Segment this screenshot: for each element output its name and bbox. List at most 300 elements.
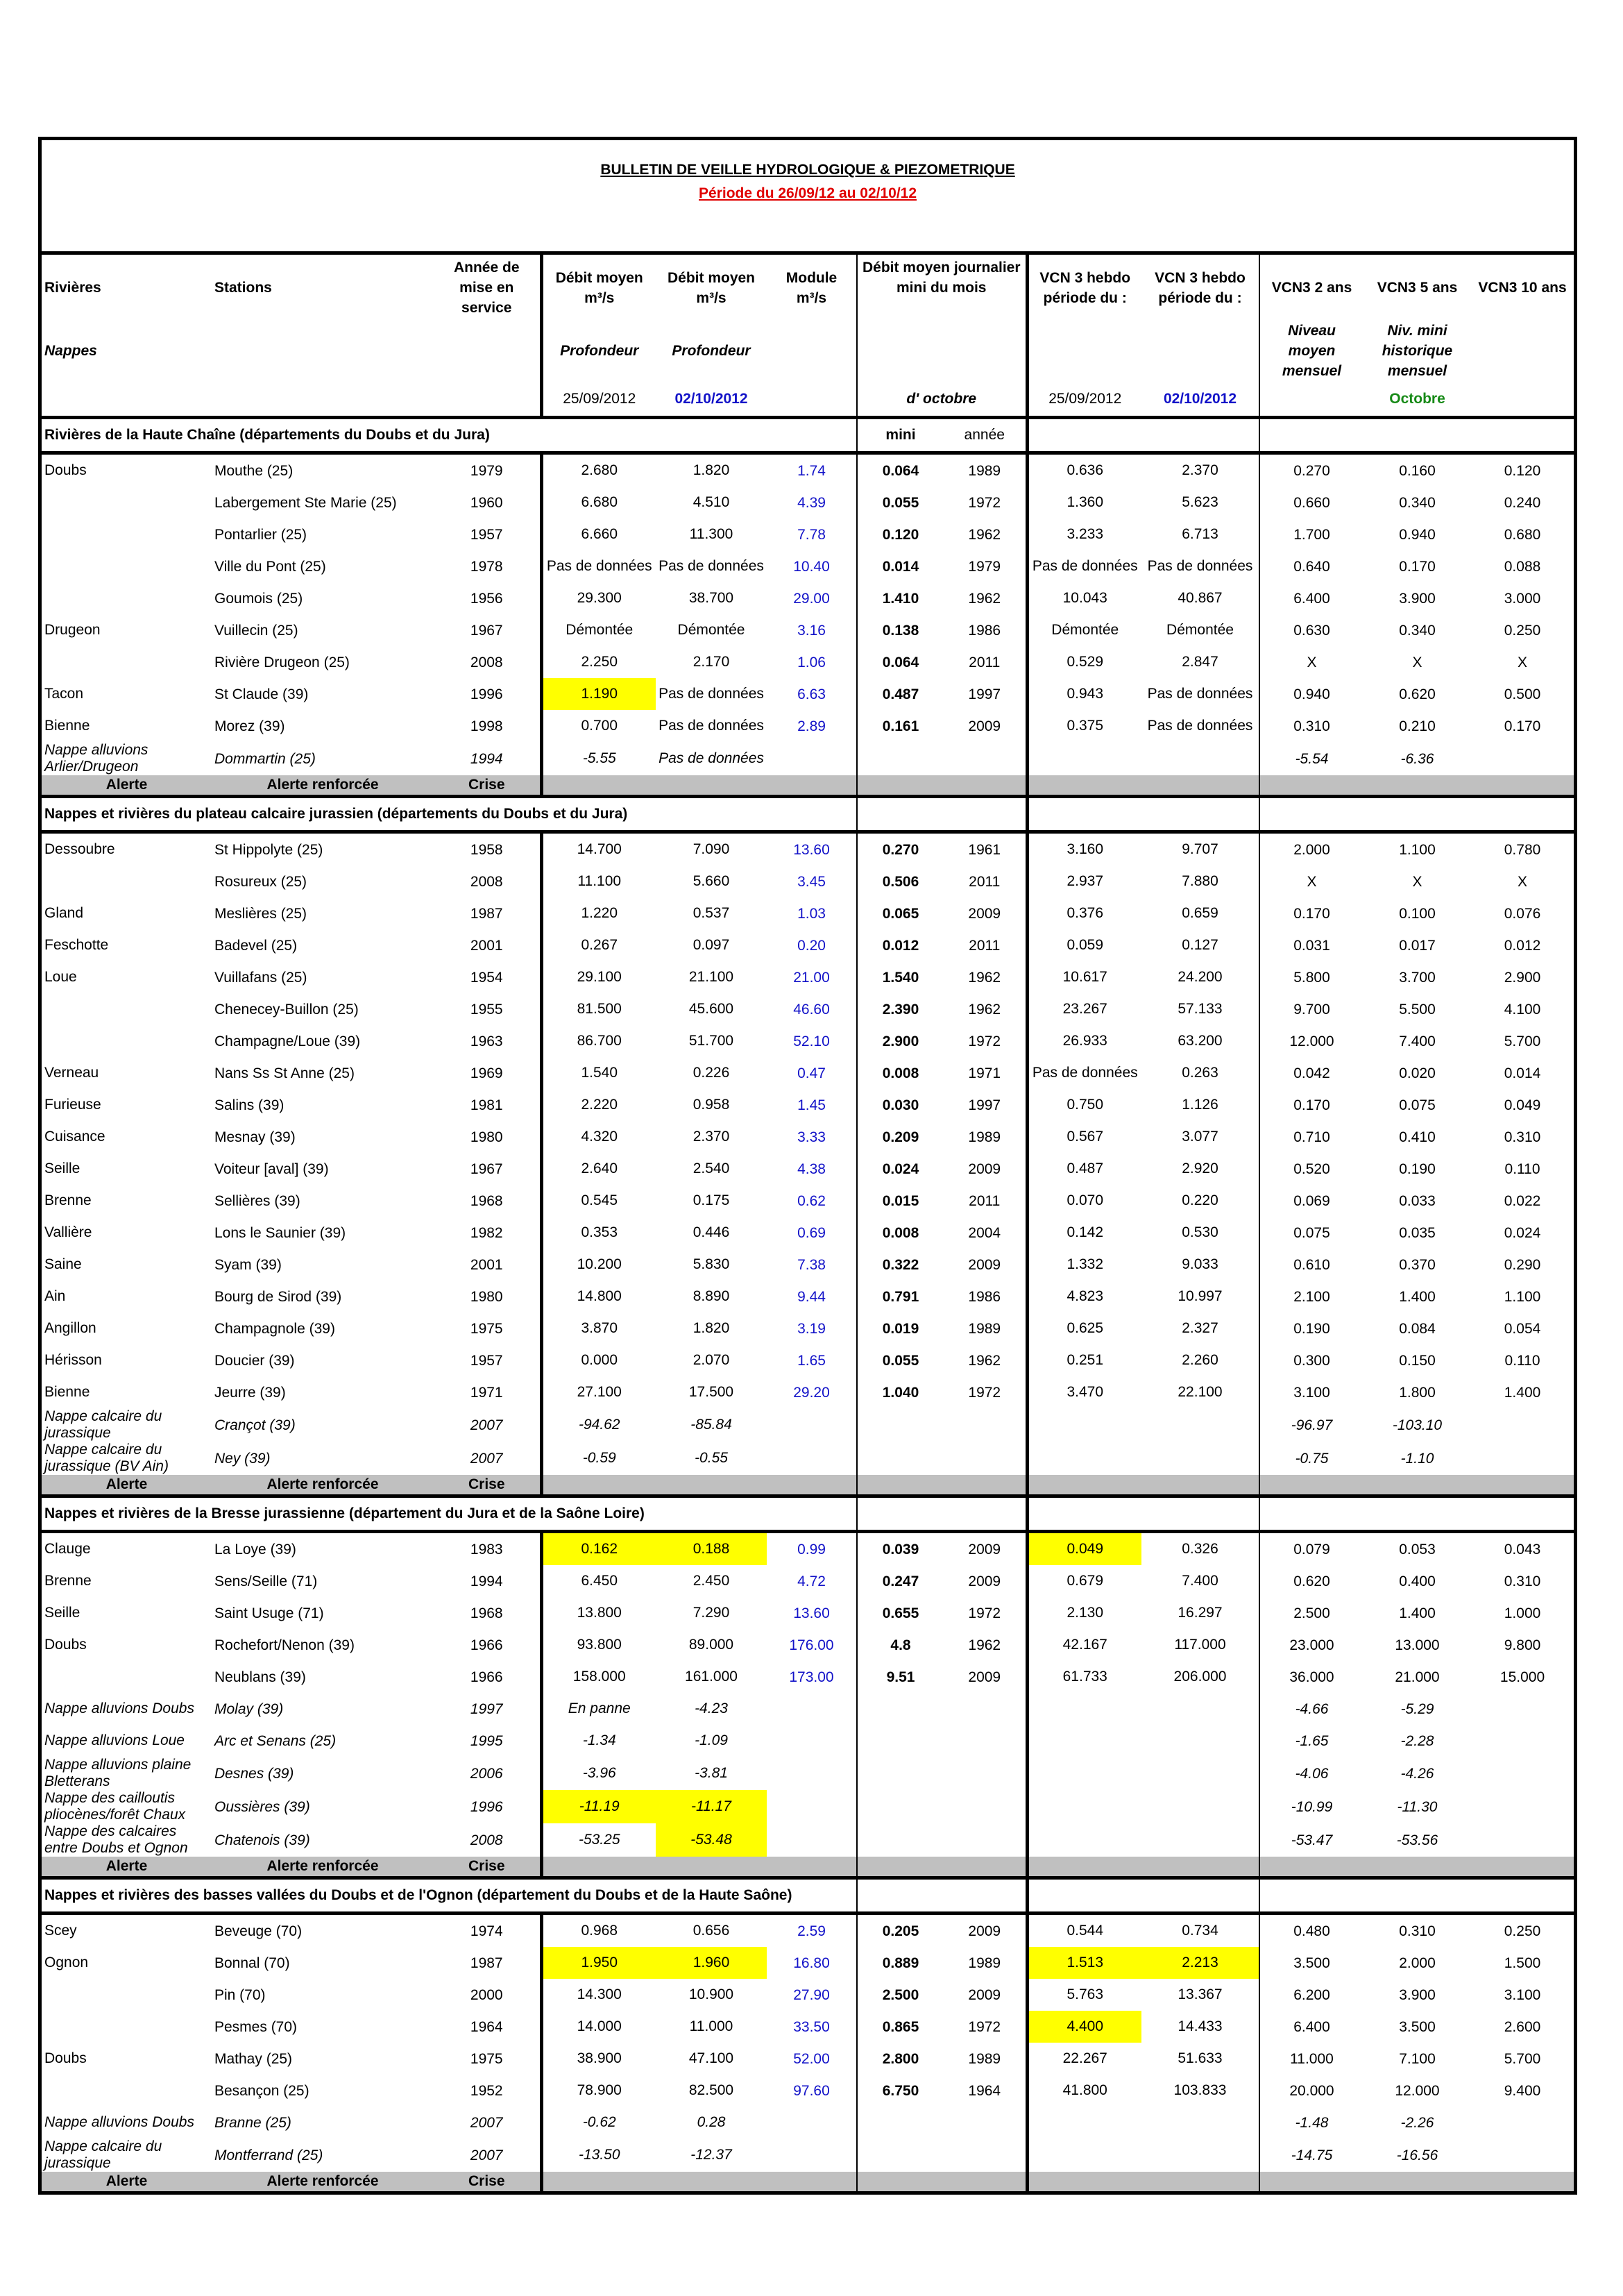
vcn3-2ans: 6.400: [1259, 582, 1363, 614]
module-value: 52.00: [793, 2050, 830, 2067]
mini-value: 2.500: [857, 1979, 944, 2011]
mini-year: 2009: [968, 1256, 1001, 1273]
vcn-hebdo-02-10: 1.126: [1182, 1097, 1218, 1113]
mini-value: [857, 2138, 944, 2172]
col-rivieres: Rivières: [44, 280, 101, 296]
vcn-hebdo-25-09: 5.763: [1027, 1979, 1141, 2011]
vcn3-2ans: 6.400: [1259, 2011, 1363, 2043]
vcn3-5ans: 0.017: [1399, 937, 1436, 954]
vcn3-5ans: X: [1412, 873, 1422, 890]
vcn3-5ans: 3.900: [1399, 1986, 1436, 2003]
vcn-hebdo-02-10: 2.260: [1182, 1352, 1218, 1368]
river-name: Seille: [44, 1160, 80, 1176]
service-year: 1975: [470, 1320, 503, 1337]
vcn3-2ans: 0.170: [1259, 1089, 1363, 1121]
vcn-hebdo-02-10: Pas de données: [1147, 686, 1253, 702]
vcn3-2ans: -53.47: [1259, 1823, 1363, 1857]
debit-25-09: Démontée: [541, 614, 656, 646]
section-title: Nappes et rivières du plateau calcaire jurassien (départements du Doubs et du Jura): [42, 797, 857, 832]
vcn3-10ans: [1471, 1408, 1574, 1442]
vcn3-10ans: X: [1518, 873, 1528, 890]
table-row: [42, 993, 1574, 1025]
station-name: Chatenois (39): [214, 1832, 310, 1848]
station-name: Champagne/Loue (39): [214, 1033, 361, 1049]
service-year: 1957: [470, 526, 503, 543]
module-value: 29.20: [793, 1384, 830, 1401]
vcn3-2ans: -96.97: [1259, 1408, 1363, 1442]
debit-25-09: 0.700: [541, 710, 656, 742]
vcn3-5ans: 0.190: [1399, 1160, 1436, 1177]
vcn-date-02-10: 02/10/2012: [1163, 390, 1237, 407]
module-value: 0.69: [797, 1224, 826, 1241]
section-header: [42, 1496, 1574, 1532]
module-value: 0.99: [797, 1541, 826, 1558]
debit-02-10: 1.820: [692, 462, 730, 478]
mini-value: [857, 1442, 944, 1475]
module-value: [767, 1725, 857, 1757]
mini-year: 2009: [968, 1669, 1001, 1685]
debit-02-10: -53.48: [656, 1823, 767, 1857]
debit-02-10: 0.537: [692, 905, 730, 921]
vcn3-5ans: -53.56: [1396, 1832, 1438, 1848]
vcn-hebdo-02-10: 7.880: [1182, 873, 1218, 889]
service-year: 1980: [470, 1288, 503, 1305]
vcn-hebdo-02-10: 9.707: [1182, 841, 1218, 857]
table-row: [42, 1914, 1574, 1948]
module-value: [767, 2107, 857, 2138]
vcn-hebdo-25-09: 2.937: [1027, 866, 1141, 897]
vcn3-2ans: 0.940: [1259, 678, 1363, 710]
mini-value: 0.487: [857, 678, 944, 710]
bulletin-title: BULLETIN DE VEILLE HYDROLOGIQUE & PIEZOMETRIQUE: [600, 162, 1015, 178]
vcn-hebdo-02-10: Pas de données: [1147, 558, 1253, 574]
station-name: Voiteur [aval] (39): [214, 1160, 329, 1177]
vcn3-5ans: 2.000: [1399, 1955, 1436, 1971]
vcn-hebdo-25-09: 1.513: [1027, 1947, 1141, 1979]
vcn3-10ans: 0.014: [1504, 1065, 1541, 1081]
col-vcn-hebdo2: VCN 3 hebdo période du :: [1155, 269, 1246, 306]
mini-year: 2011: [969, 937, 1001, 954]
debit-02-10: 0.226: [692, 1065, 730, 1081]
mini-year: 2011: [969, 1192, 1001, 1209]
station-name: Doucier (39): [214, 1352, 295, 1369]
river-name: [42, 866, 212, 897]
station-name: Bonnal (70): [214, 1955, 290, 1971]
vcn-hebdo-02-10: 51.633: [1178, 2050, 1223, 2066]
debit-02-10: 0.958: [692, 1097, 730, 1113]
vcn3-10ans: 0.310: [1504, 1129, 1541, 1145]
river-name: Loue: [44, 969, 77, 985]
mini-value: 4.8: [857, 1629, 944, 1661]
debit-02-10: -3.81: [695, 1765, 728, 1781]
mini-value: 1.410: [857, 582, 944, 614]
service-year: 1996: [470, 1798, 503, 1815]
vcn-hebdo-02-10: 40.867: [1178, 590, 1223, 606]
vcn3-2ans: 12.000: [1259, 1025, 1363, 1057]
vcn-hebdo-02-10: 206.000: [1173, 1669, 1227, 1685]
mini-value: [857, 1823, 944, 1857]
vcn3-2ans: 0.075: [1259, 1217, 1363, 1249]
table-row: [42, 1217, 1574, 1249]
debit-25-09: 0.000: [541, 1344, 656, 1376]
debit-02-10: 7.090: [692, 841, 730, 857]
service-year: 2007: [470, 2147, 503, 2163]
vcn3-2ans: 20.000: [1259, 2075, 1363, 2107]
vcn3-10ans: [1471, 1823, 1574, 1857]
mini-year: 1989: [968, 1129, 1001, 1145]
vcn3-2ans: 23.000: [1259, 1629, 1363, 1661]
table-row: [42, 678, 1574, 710]
debit-02-10: 45.600: [688, 1001, 734, 1017]
river-name: Seille: [44, 1605, 80, 1621]
service-year: 1995: [470, 1732, 503, 1749]
debit-02-10: Démontée: [677, 622, 745, 638]
station-name: Lons le Saunier (39): [214, 1224, 346, 1241]
mini-year: 1997: [968, 1097, 1001, 1113]
month-label: Octobre: [1389, 390, 1445, 407]
vcn-hebdo-25-09: 10.043: [1027, 582, 1141, 614]
vcn3-2ans: 0.480: [1259, 1914, 1363, 1948]
mini-value: [857, 1408, 944, 1442]
river-name: Nappe alluvions Loue: [44, 1732, 185, 1748]
vcn-hebdo-02-10: 63.200: [1178, 1033, 1223, 1049]
debit-25-09: -53.25: [541, 1823, 656, 1857]
vcn3-5ans: 0.020: [1399, 1065, 1436, 1081]
debit-25-09: 93.800: [541, 1629, 656, 1661]
table-row: [42, 550, 1574, 582]
table-row: [42, 1442, 1574, 1475]
station-name: Sens/Seille (71): [214, 1573, 318, 1589]
station-name: Oussières (39): [214, 1798, 310, 1815]
table-row: [42, 1344, 1574, 1376]
vcn3-5ans: 7.400: [1399, 1033, 1436, 1049]
vcn3-5ans: 0.940: [1399, 526, 1436, 543]
table-row: [42, 1597, 1574, 1629]
mini-value: 0.015: [857, 1185, 944, 1217]
river-name: Nappe calcaire du jurassique: [44, 2138, 162, 2171]
vcn-hebdo-02-10: [1141, 742, 1259, 775]
mini-value: 9.51: [857, 1661, 944, 1693]
debit-02-10: -4.23: [695, 1700, 728, 1716]
mini-value: 0.270: [857, 832, 944, 866]
river-name: Saine: [44, 1256, 82, 1272]
vcn3-5ans: -2.28: [1400, 1732, 1434, 1749]
section-title: Nappes et rivières de la Bresse jurassienne (département du Jura et de la Saône Loire): [42, 1496, 857, 1532]
module-value: [767, 1442, 857, 1475]
debit-02-10: 0.097: [692, 937, 730, 953]
vcn3-10ans: 1.500: [1504, 1955, 1541, 1971]
mini-value: 0.055: [857, 1344, 944, 1376]
table-row: [42, 1629, 1574, 1661]
table-row: [42, 1376, 1574, 1408]
vcn3-10ans: 9.400: [1504, 2082, 1541, 2099]
debit-25-09: 0.162: [541, 1532, 656, 1566]
mini-value: 0.322: [857, 1249, 944, 1281]
vcn-hebdo-25-09: 26.933: [1027, 1025, 1141, 1057]
debit-25-09: 2.640: [541, 1153, 656, 1185]
station-name: Dommartin (25): [214, 750, 316, 767]
station-name: Rivière Drugeon (25): [214, 654, 350, 670]
mini-value: 0.865: [857, 2011, 944, 2043]
vcn-hebdo-25-09: 3.470: [1027, 1376, 1141, 1408]
vcn3-10ans: 0.680: [1504, 526, 1541, 543]
debit-02-10: -12.37: [690, 2147, 732, 2163]
river-name: Ain: [44, 1288, 66, 1304]
vcn-hebdo-25-09: 3.233: [1027, 518, 1141, 550]
river-name: Nappe calcaire du jurassique: [44, 1408, 162, 1441]
debit-02-10: 0.656: [692, 1923, 730, 1939]
vcn-hebdo-25-09: 0.529: [1027, 646, 1141, 678]
col-debit1: Débit moyen m³/s: [541, 253, 656, 321]
service-year: 1982: [470, 1224, 503, 1241]
legend-alerte-renforcee: Alerte renforcée: [212, 2172, 434, 2191]
vcn3-10ans: 3.100: [1504, 1986, 1541, 2003]
col-niveau-moyen: Niveau moyen mensuel: [1259, 321, 1363, 381]
mini-year: [944, 2107, 1027, 2138]
table-row: [42, 1693, 1574, 1725]
river-name: Hérisson: [44, 1352, 102, 1368]
vcn-hebdo-02-10: 0.659: [1182, 905, 1218, 921]
module-value: 6.63: [797, 686, 826, 702]
section-header: [42, 418, 1574, 453]
vcn3-10ans: 2.900: [1504, 969, 1541, 986]
debit-25-09: -1.34: [541, 1725, 656, 1757]
mini-value: [857, 1693, 944, 1725]
station-name: Goumois (25): [214, 590, 303, 607]
mini-year: 1961: [968, 841, 1001, 858]
river-name: Gland: [44, 905, 84, 921]
river-name: Doubs: [44, 2050, 87, 2066]
vcn3-5ans: -4.26: [1400, 1765, 1434, 1782]
station-name: Desnes (39): [214, 1765, 294, 1782]
debit-02-10: -0.55: [695, 1450, 728, 1466]
vcn-hebdo-02-10: [1141, 1725, 1259, 1757]
station-name: Besançon (25): [214, 2082, 309, 2099]
table-row: [42, 866, 1574, 897]
debit-02-10: 82.500: [688, 2082, 734, 2098]
mini-value: [857, 742, 944, 775]
vcn-hebdo-25-09: 23.267: [1027, 993, 1141, 1025]
vcn3-5ans: 0.410: [1399, 1129, 1436, 1145]
vcn3-10ans: 0.250: [1504, 1923, 1541, 1939]
mini-value: 0.065: [857, 897, 944, 929]
vcn3-10ans: 0.780: [1504, 841, 1541, 858]
mini-value: [857, 1757, 944, 1790]
table-row: [42, 1185, 1574, 1217]
vcn3-10ans: 0.500: [1504, 686, 1541, 702]
vcn-hebdo-02-10: 103.833: [1173, 2082, 1227, 2098]
col-niv-mini: Niv. mini historique mensuel: [1382, 323, 1453, 379]
vcn-hebdo-02-10: [1141, 1693, 1259, 1725]
vcn-hebdo-25-09: 0.142: [1027, 1217, 1141, 1249]
vcn3-2ans: 0.300: [1259, 1344, 1363, 1376]
river-name: Nappe des cailloutis pliocènes/forêt Chaux: [44, 1790, 186, 1823]
vcn-hebdo-25-09: [1027, 1725, 1141, 1757]
debit-25-09: 0.968: [541, 1914, 656, 1948]
vcn3-10ans: [1471, 2138, 1574, 2172]
mini-value: 0.120: [857, 518, 944, 550]
vcn-hebdo-25-09: 0.049: [1027, 1532, 1141, 1566]
vcn-hebdo-02-10: 2.327: [1182, 1320, 1218, 1336]
river-name: Brenne: [44, 1192, 92, 1208]
station-name: Bourg de Sirod (39): [214, 1288, 342, 1305]
vcn-hebdo-25-09: 4.400: [1027, 2011, 1141, 2043]
vcn-hebdo-02-10: 2.213: [1141, 1947, 1259, 1979]
mini-year: [944, 1693, 1027, 1725]
river-name: Nappe calcaire du jurassique (BV Ain): [44, 1442, 169, 1474]
module-value: 1.03: [797, 905, 826, 922]
vcn3-5ans: 0.340: [1399, 622, 1436, 639]
vcn-hebdo-25-09: 42.167: [1027, 1629, 1141, 1661]
station-name: Champagnole (39): [214, 1320, 335, 1337]
table-row: [42, 929, 1574, 961]
mini-year: 1972: [968, 2018, 1001, 2035]
station-name: Rochefort/Nenon (39): [214, 1637, 355, 1653]
vcn3-2ans: -10.99: [1259, 1790, 1363, 1823]
mini-year: [944, 1790, 1027, 1823]
service-year: 1967: [470, 1160, 503, 1177]
debit-25-09: -0.59: [541, 1442, 656, 1475]
module-value: [767, 742, 857, 775]
vcn3-2ans: 2.500: [1259, 1597, 1363, 1629]
vcn3-5ans: 0.310: [1399, 1923, 1436, 1939]
vcn3-5ans: 1.400: [1399, 1605, 1436, 1621]
table-row: [42, 2075, 1574, 2107]
col-nappes: Nappes: [44, 343, 97, 359]
d-octobre: d' octobre: [857, 381, 1027, 418]
river-name: Cuisance: [44, 1129, 105, 1145]
module-value: 13.60: [793, 841, 830, 858]
table-row: [42, 518, 1574, 550]
vcn3-5ans: -11.30: [1397, 1798, 1438, 1815]
debit-25-09: 3.870: [541, 1312, 656, 1344]
vcn-hebdo-25-09: 0.251: [1027, 1344, 1141, 1376]
mini-year: 1962: [968, 590, 1001, 607]
vcn3-2ans: 3.100: [1259, 1376, 1363, 1408]
debit-02-10: 4.510: [692, 494, 730, 510]
service-year: 1952: [470, 2082, 503, 2099]
service-year: 2007: [470, 2114, 503, 2131]
debit-25-09: 6.660: [541, 518, 656, 550]
table-row: [42, 832, 1574, 866]
module-value: 1.65: [797, 1352, 826, 1369]
river-name: Bienne: [44, 1384, 90, 1400]
debit-25-09: 0.353: [541, 1217, 656, 1249]
legend-alerte-renforcee: Alerte renforcée: [212, 1475, 434, 1496]
header-row-2: [42, 321, 1574, 381]
vcn3-2ans: 0.042: [1259, 1057, 1363, 1089]
river-name: Ognon: [44, 1955, 89, 1970]
service-year: 1960: [470, 494, 503, 511]
vcn3-2ans: 0.079: [1259, 1532, 1363, 1566]
vcn3-10ans: 1.000: [1504, 1605, 1541, 1621]
module-value: 176.00: [789, 1637, 834, 1653]
debit-02-10: 2.540: [692, 1160, 730, 1176]
vcn3-10ans: 0.024: [1504, 1224, 1541, 1241]
vcn3-10ans: 0.088: [1504, 558, 1541, 575]
table-row: [42, 1661, 1574, 1693]
debit-25-09: 27.100: [541, 1376, 656, 1408]
vcn-hebdo-02-10: 57.133: [1178, 1001, 1223, 1017]
module-value: 27.90: [793, 1986, 830, 2003]
mini-year: 2011: [969, 654, 1001, 670]
mini-value: [857, 2107, 944, 2138]
vcn-date-25-09: 25/09/2012: [1027, 381, 1141, 418]
legend-alerte: Alerte: [42, 2172, 212, 2191]
date-25-09: 25/09/2012: [541, 381, 656, 418]
river-name: [42, 993, 212, 1025]
debit-25-09: 0.545: [541, 1185, 656, 1217]
vcn3-10ans: 15.000: [1499, 1669, 1545, 1685]
vcn-hebdo-25-09: [1027, 1442, 1141, 1475]
vcn-hebdo-02-10: 3.077: [1182, 1129, 1218, 1145]
mini-year: [944, 1757, 1027, 1790]
vcn3-2ans: 6.200: [1259, 1979, 1363, 2011]
mini-year: 1997: [968, 686, 1001, 702]
station-name: Vuillecin (25): [214, 622, 298, 639]
vcn3-2ans: 2.000: [1259, 832, 1363, 866]
service-year: 1997: [470, 1700, 503, 1717]
mini-value: 0.064: [857, 453, 944, 487]
vcn3-10ans: [1471, 1442, 1574, 1475]
vcn-hebdo-25-09: 0.679: [1027, 1565, 1141, 1597]
vcn3-10ans: 5.700: [1504, 2050, 1541, 2067]
module-value: 0.20: [797, 937, 826, 954]
vcn-hebdo-02-10: [1141, 2138, 1259, 2172]
legend-alerte-renforcee: Alerte renforcée: [212, 1857, 434, 1878]
vcn3-2ans: 5.800: [1259, 961, 1363, 993]
vcn3-2ans: 1.700: [1259, 518, 1363, 550]
debit-02-10: 51.700: [688, 1033, 734, 1049]
vcn-hebdo-02-10: 0.530: [1182, 1224, 1218, 1240]
vcn-hebdo-25-09: 0.070: [1027, 1185, 1141, 1217]
debit-25-09: 14.700: [541, 832, 656, 866]
legend-alerte: Alerte: [42, 1475, 212, 1496]
table-row: [42, 2011, 1574, 2043]
vcn-hebdo-02-10: 6.713: [1182, 526, 1218, 542]
debit-25-09: 13.800: [541, 1597, 656, 1629]
annee-label: année: [944, 418, 1027, 453]
vcn3-5ans: 7.100: [1399, 2050, 1436, 2067]
vcn3-2ans: -0.75: [1259, 1442, 1363, 1475]
vcn3-5ans: -16.56: [1396, 2147, 1438, 2163]
debit-02-10: 2.370: [692, 1129, 730, 1145]
debit-25-09: 2.220: [541, 1089, 656, 1121]
module-value: [767, 1790, 857, 1823]
station-name: Labergement Ste Marie (25): [214, 494, 397, 511]
vcn3-10ans: 0.076: [1504, 905, 1541, 922]
mini-value: 2.800: [857, 2043, 944, 2075]
station-name: Ney (39): [214, 1450, 271, 1467]
debit-25-09: Pas de données: [541, 550, 656, 582]
vcn-hebdo-25-09: 1.332: [1027, 1249, 1141, 1281]
vcn3-10ans: 0.110: [1504, 1352, 1540, 1369]
module-value: 13.60: [793, 1605, 830, 1621]
vcn-hebdo-25-09: 10.617: [1027, 961, 1141, 993]
header-row-3: [42, 381, 1574, 418]
mini-year: [944, 1725, 1027, 1757]
debit-02-10: 0.28: [697, 2114, 726, 2130]
river-name: [42, 2011, 212, 2043]
vcn-hebdo-25-09: 4.823: [1027, 1281, 1141, 1312]
river-name: Nappe alluvions plaine Bletterans: [44, 1757, 192, 1789]
vcn3-10ans: 0.043: [1504, 1541, 1541, 1558]
module-value: [767, 1408, 857, 1442]
debit-02-10: Pas de données: [658, 750, 764, 766]
station-name: Jeurre (39): [214, 1384, 286, 1401]
service-year: 1998: [470, 718, 503, 734]
vcn-hebdo-25-09: [1027, 2107, 1141, 2138]
